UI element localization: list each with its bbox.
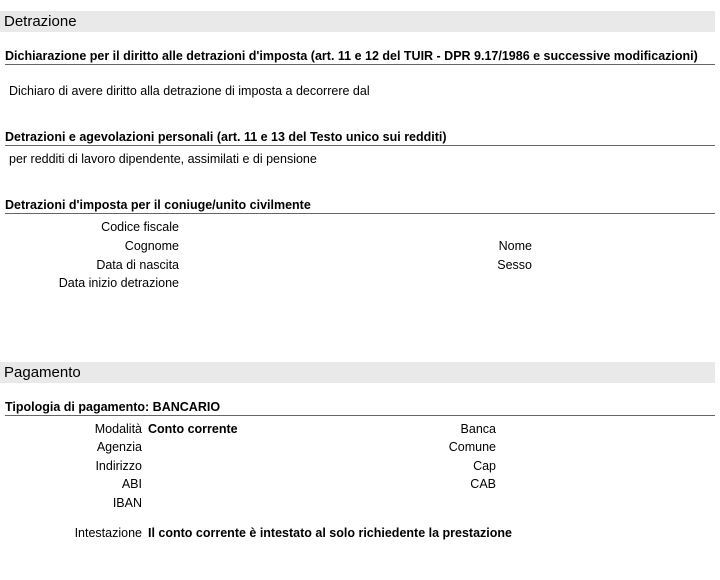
modalita-label: Modalità	[94, 422, 142, 436]
pagamento-section-header	[0, 362, 715, 383]
abi-label: ABI	[121, 477, 142, 491]
intestazione-value: Il conto corrente è intestato al solo richiedente la prestazione	[148, 526, 512, 540]
banca-label: Banca	[460, 422, 496, 436]
coniuge-heading: Detrazioni d'imposta per il coniuge/unito civilmente	[5, 198, 715, 214]
pagamento-title: Pagamento	[4, 364, 81, 381]
data-nascita-label: Data di nascita	[96, 258, 179, 272]
cap-label: Cap	[473, 459, 496, 473]
comune-label: Comune	[448, 440, 496, 454]
cab-label: CAB	[470, 477, 496, 491]
codice-fiscale-label: Codice fiscale	[101, 220, 179, 234]
detrazione-title: Detrazione	[4, 13, 77, 30]
agevolazioni-text: per redditi di lavoro dipendente, assimilati e di pensione	[9, 152, 317, 166]
agenzia-label: Agenzia	[96, 440, 142, 454]
intestazione-label: Intestazione	[74, 526, 142, 540]
iban-label: IBAN	[112, 496, 142, 510]
agevolazioni-heading: Detrazioni e agevolazioni personali (art. 11 e 13 del Testo unico sui redditi)	[5, 130, 715, 146]
dichiarazione-heading: Dichiarazione per il diritto alle detrazioni d'imposta (art. 11 e 12 del TUIR - DPR 9.17/1986 e successive modificazioni)	[5, 49, 715, 65]
sesso-label: Sesso	[497, 258, 532, 272]
indirizzo-label: Indirizzo	[95, 459, 142, 473]
data-inizio-detrazione-label: Data inizio detrazione	[58, 276, 179, 290]
modalita-value: Conto corrente	[148, 422, 238, 436]
tipologia-pagamento-heading: Tipologia di pagamento: BANCARIO	[5, 400, 715, 416]
detrazione-section-header	[0, 11, 715, 32]
nome-label: Nome	[498, 239, 532, 253]
cognome-label: Cognome	[124, 239, 179, 253]
dichiarazione-text: Dichiaro di avere diritto alla detrazione di imposta a decorrere dal	[9, 84, 370, 98]
